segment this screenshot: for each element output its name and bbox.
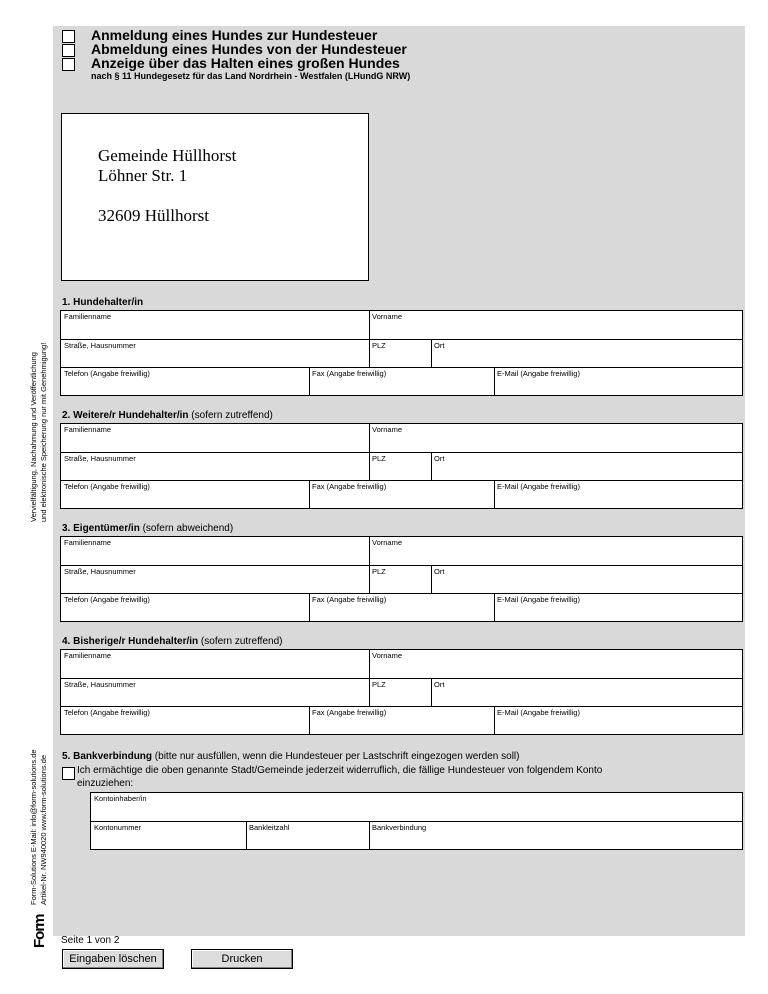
consent-text-line-2: einzuziehen:	[77, 778, 134, 789]
address-line-2: Löhner Str. 1	[98, 166, 188, 185]
fax-label: Fax (Angabe freiwillig)	[312, 708, 387, 717]
plz-label: PLZ	[372, 680, 386, 689]
kontonummer-label: Kontonummer	[94, 823, 142, 832]
vorname-label: Vorname	[372, 312, 403, 321]
strasse-label: Straße, Hausnummer	[64, 680, 136, 689]
section-1-fields	[60, 310, 743, 396]
email-label: E-Mail (Angabe freiwillig)	[497, 708, 580, 717]
print-button[interactable]: Drucken	[191, 949, 293, 969]
email-label: E-Mail (Angabe freiwillig)	[497, 369, 580, 378]
telefon-label: Telefon (Angabe freiwillig)	[64, 482, 150, 491]
grosser-hund-checkbox[interactable]	[62, 58, 75, 71]
ort-label: Ort	[434, 567, 445, 576]
telefon-label: Telefon (Angabe freiwillig)	[64, 369, 150, 378]
fax-label: Fax (Angabe freiwillig)	[312, 482, 387, 491]
option-abmeldung-label: Abmeldung eines Hundes von der Hundesteuer	[91, 41, 407, 57]
kontoinhaber-label: Kontoinhaber/in	[94, 794, 147, 803]
clear-inputs-button[interactable]: Eingaben löschen	[62, 949, 164, 969]
telefon-label: Telefon (Angabe freiwillig)	[64, 595, 150, 604]
plz-label: PLZ	[372, 567, 386, 576]
section-2-fields	[60, 423, 743, 509]
bankverbindung-label: Bankverbindung	[372, 823, 427, 832]
plz-label: PLZ	[372, 341, 386, 350]
ort-label: Ort	[434, 454, 445, 463]
address-line-1: Gemeinde Hüllhorst	[98, 146, 237, 165]
section-2-title: 2. Weitere/r Hundehalter/in (sofern zutreffend)	[62, 410, 273, 421]
familienname-label: Familienname	[64, 425, 112, 434]
familienname-label: Familienname	[64, 312, 112, 321]
form-subtitle: nach § 11 Hundegesetz für das Land Nordrhein - Westfalen (LHundG NRW)	[91, 71, 411, 81]
strasse-label: Straße, Hausnummer	[64, 454, 136, 463]
vorname-label: Vorname	[372, 425, 403, 434]
section-1-title: 1. Hundehalter/in	[62, 297, 144, 308]
strasse-label: Straße, Hausnummer	[64, 567, 136, 576]
recipient-address-box	[61, 113, 369, 281]
abmeldung-checkbox[interactable]	[62, 44, 75, 57]
vorname-label: Vorname	[372, 538, 403, 547]
address-line-3: 32609 Hüllhorst	[98, 206, 209, 225]
strasse-label: Straße, Hausnummer	[64, 341, 136, 350]
ort-label: Ort	[434, 680, 445, 689]
option-anmeldung-label: Anmeldung eines Hundes zur Hundesteuer	[91, 27, 378, 43]
ort-label: Ort	[434, 341, 445, 350]
lastschrift-consent-checkbox[interactable]	[62, 767, 75, 780]
section-4-fields	[60, 649, 743, 735]
section-5-title: 5. Bankverbindung (bitte nur ausfüllen, wenn die Hundesteuer per Lastschrift eingezogen werden soll)	[62, 751, 520, 762]
section-4-title: 4. Bisherige/r Hundehalter/in (sofern zutreffend)	[62, 636, 283, 647]
familienname-label: Familienname	[64, 651, 112, 660]
email-label: E-Mail (Angabe freiwillig)	[497, 595, 580, 604]
consent-text-line-1: Ich ermächtige die oben genannte Stadt/Gemeinde jederzeit widerruflich, die fällige Hundesteuer von folgendem Konto	[77, 765, 603, 776]
plz-label: PLZ	[372, 454, 386, 463]
anmeldung-checkbox[interactable]	[62, 30, 75, 43]
telefon-label: Telefon (Angabe freiwillig)	[64, 708, 150, 717]
bank-fields	[90, 792, 743, 850]
bankleitzahl-label: Bankleitzahl	[249, 823, 290, 832]
section-3-title: 3. Eigentümer/in (sofern abweichend)	[62, 523, 234, 534]
form-solutions-logo: Form	[31, 914, 48, 948]
page-indicator: Seite 1 von 2	[61, 935, 120, 946]
vendor-info: Form-Solutions E-Mail: info@form-solutions.de Artikel-Nr. NW940020 www.form-solutions.de	[29, 749, 48, 905]
copyright-notice: Vervielfältigung, Nachahmung und Veröffentlichung und elektronische Speicherung nur mit Genehmigung!	[29, 342, 48, 522]
option-grosser-hund-label: Anzeige über das Halten eines großen Hundes	[91, 55, 400, 71]
section-3-fields	[60, 536, 743, 622]
fax-label: Fax (Angabe freiwillig)	[312, 369, 387, 378]
fax-label: Fax (Angabe freiwillig)	[312, 595, 387, 604]
familienname-label: Familienname	[64, 538, 112, 547]
vorname-label: Vorname	[372, 651, 403, 660]
email-label: E-Mail (Angabe freiwillig)	[497, 482, 580, 491]
